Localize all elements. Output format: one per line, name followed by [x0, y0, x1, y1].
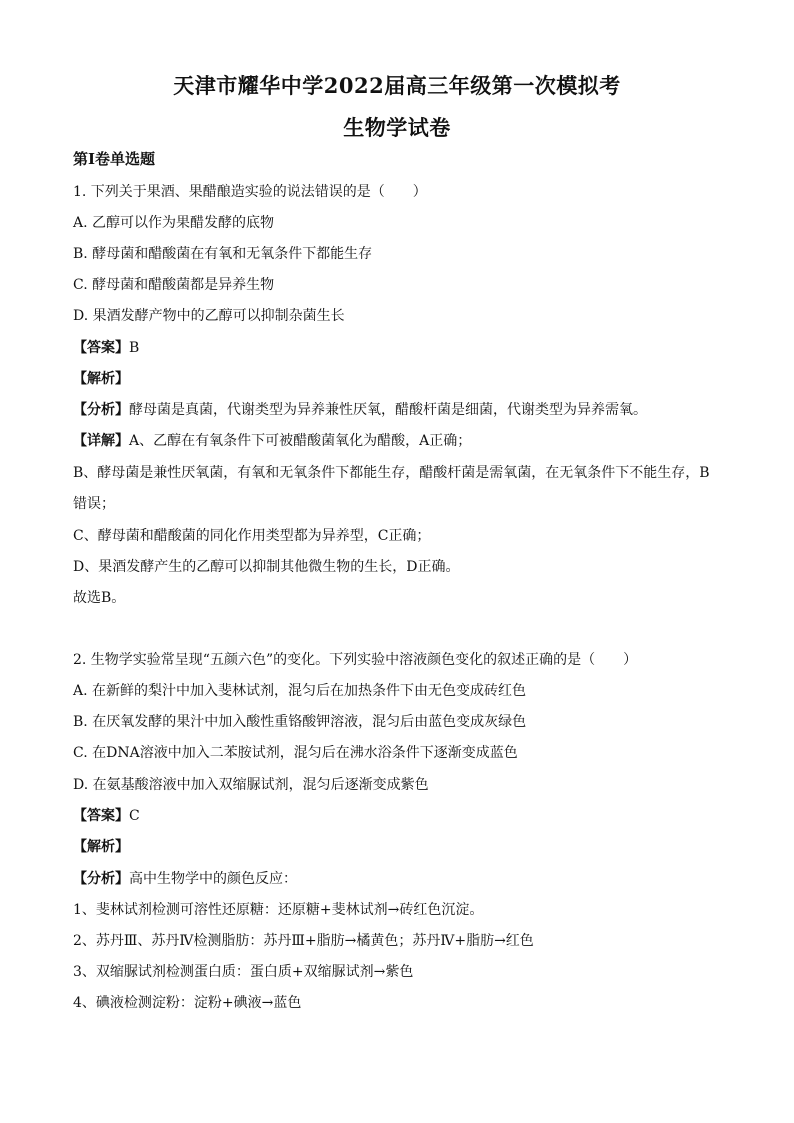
q1-xiangjie-c: C、酵母菌和醋酸菌的同化作用类型都为异养型，C正确； [73, 528, 431, 544]
q2-answer [73, 806, 714, 826]
q1-analysis-tag [73, 369, 714, 389]
q2-option-b: B. 在厌氧发酵的果汁中加入酸性重铬酸钾溶液，混匀后由蓝色变成灰绿色 [73, 714, 527, 730]
xiangjie-tag: 【详解】 [73, 433, 129, 449]
q1-stem: 1. 下列关于果酒、果醋酿造实验的说法错误的是（ ） [73, 184, 427, 200]
q2-fenxi [73, 869, 714, 889]
exam-title: 天津市耀华中学2022届高三年级第一次模拟考 [173, 73, 621, 98]
q2-item-4: 4、碘液检测淀粉：淀粉+碘液→蓝色 [73, 995, 302, 1011]
analysis-tag: 【解析】 [73, 371, 129, 387]
q1-option-a: A. 乙醇可以作为果醋发酵的底物 [73, 215, 275, 231]
q2-item-2: 2、苏丹Ⅲ、苏丹Ⅳ检测脂肪：苏丹Ⅲ+脂肪→橘黄色；苏丹Ⅳ+脂肪→红色 [73, 933, 534, 949]
q1-option-c: C. 酵母菌和醋酸菌都是异养生物 [73, 277, 275, 293]
q2-item-3: 3、双缩脲试剂检测蛋白质：蛋白质+双缩脲试剂→紫色 [73, 964, 414, 980]
q2-item-1: 1、斐林试剂检测可溶性还原糖：还原糖+斐林试剂→砖红色沉淀。 [73, 902, 484, 918]
q1-answer [73, 338, 714, 358]
q1-fenxi [73, 400, 714, 420]
fenxi-text: 高中生物学中的颜色反应： [129, 871, 297, 887]
q1-xiangjie-b-cont: 错误； [73, 496, 115, 512]
q1-xiangjie-a [73, 431, 714, 451]
q1-option-b: B. 酵母菌和醋酸菌在有氧和无氧条件下都能生存 [73, 246, 373, 262]
xiangjie-a-text: A、乙醇在有氧条件下可被醋酸菌氧化为醋酸，A正确； [129, 433, 472, 449]
fenxi-text: 酵母菌是真菌，代谢类型为异养兼性厌氧，醋酸杆菌是细菌，代谢类型为异养需氧。 [129, 402, 647, 418]
q2-option-d: D. 在氨基酸溶液中加入双缩脲试剂，混匀后逐渐变成紫色 [73, 777, 429, 793]
analysis-tag: 【解析】 [73, 839, 129, 855]
answer-value: B [129, 340, 140, 356]
section-heading: 第I卷单选题 [73, 150, 156, 168]
q1-xiangjie-d: D、果酒发酵产生的乙醇可以抑制其他微生物的生长，D正确。 [73, 559, 460, 575]
q1-conclusion: 故选B。 [73, 590, 126, 606]
fenxi-tag: 【分析】 [73, 871, 129, 887]
answer-tag: 【答案】 [73, 808, 129, 824]
q1-option-d: D. 果酒发酵产物中的乙醇可以抑制杂菌生长 [73, 308, 345, 324]
q1-xiangjie-b: B、酵母菌是兼性厌氧菌，有氧和无氧条件下都能生存，醋酸杆菌是需氧菌，在无氧条件下不能生存，B [73, 465, 710, 481]
answer-value: C [129, 808, 140, 824]
q2-analysis-tag [73, 837, 714, 857]
q2-option-c: C. 在DNA溶液中加入二苯胺试剂，混匀后在沸水浴条件下逐渐变成蓝色 [73, 745, 518, 761]
exam-subtitle: 生物学试卷 [343, 115, 451, 140]
q2-option-a: A. 在新鲜的梨汁中加入斐林试剂，混匀后在加热条件下由无色变成砖红色 [73, 683, 527, 699]
fenxi-tag: 【分析】 [73, 402, 129, 418]
answer-tag: 【答案】 [73, 340, 129, 356]
q2-stem: 2. 生物学实验常呈现“五颜六色”的变化。下列实验中溶液颜色变化的叙述正确的是（ ） [73, 652, 638, 668]
